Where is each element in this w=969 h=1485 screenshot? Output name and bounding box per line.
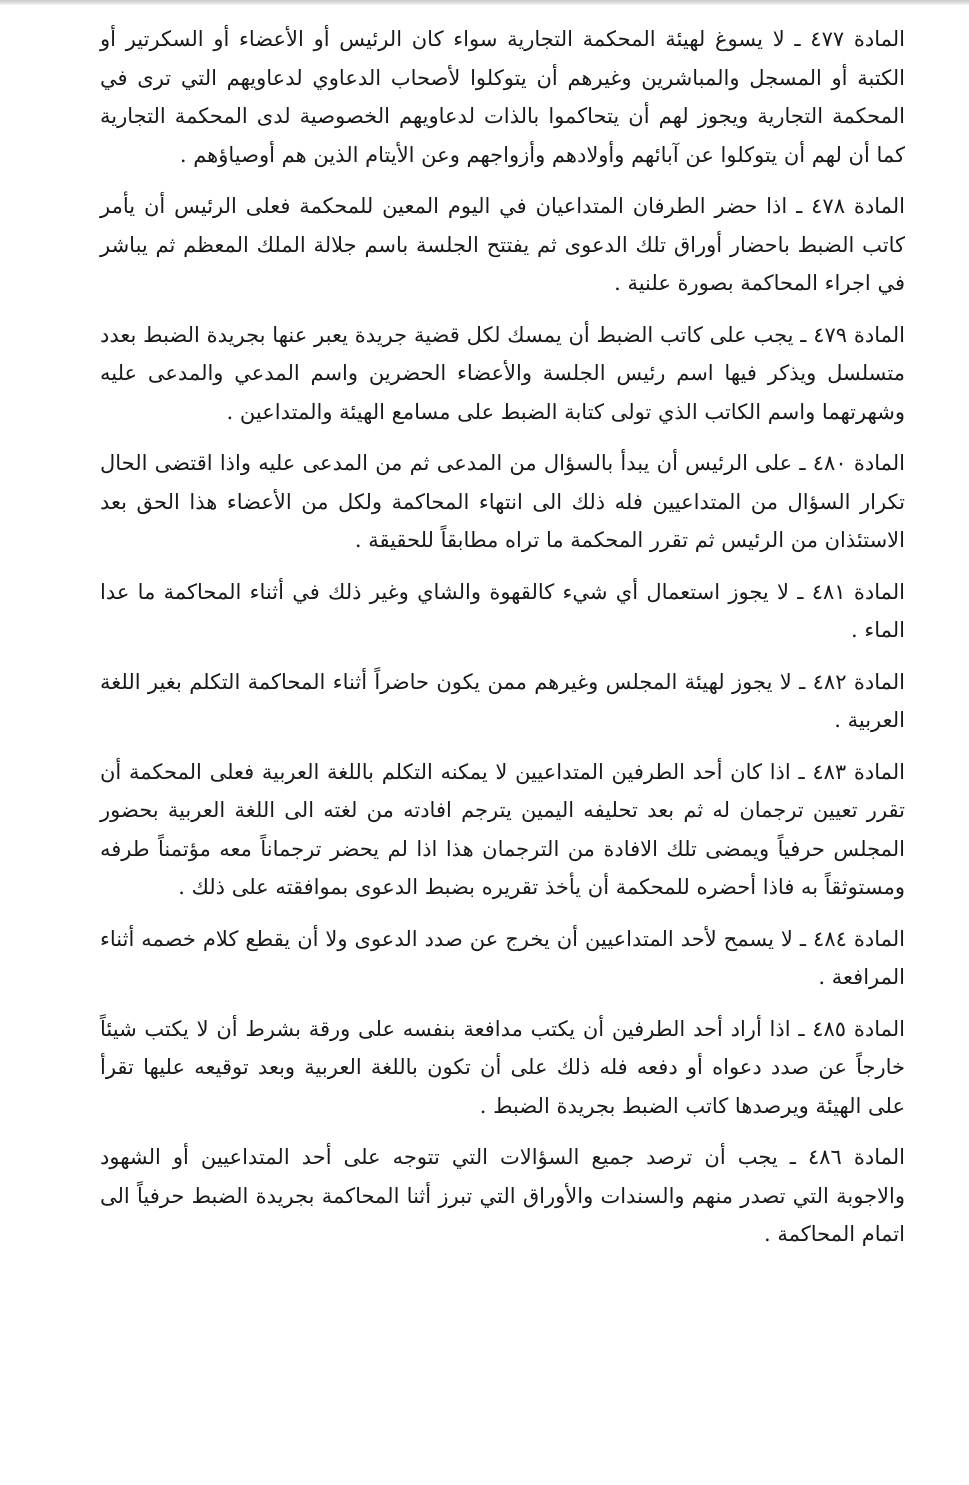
article-text: يجب على كاتب الضبط أن يمسك لكل قضية جريدة يعبر عنها بجريدة الضبط بعدد متسلسل ويذكر فيها اسم رئيس الجلسة والأعضاء الحضرين واسم المدعي والمدعى عليه وشهرتهما واسم الكاتب الذي تولى كتابة الضبط على مسامع الهيئة والمتداعين . (100, 322, 905, 424)
article-heading: المادة ٤٨٤ ـ (799, 926, 905, 951)
article-text: لا يسمح لأحد المتداعيين أن يخرج عن صدد الدعوى ولا أن يقطع كلام خصمه أثناء المرافعة . (100, 926, 905, 989)
article-text: اذا حضر الطرفان المتداعيان في اليوم المعين للمحكمة فعلى الرئيس أن يأمر كاتب الضبط باحضار أوراق تلك الدعوى ثم يفتتح الجلسة باسم جلالة الملك المعظم ثم يباشر في اجراء المحاكمة بصورة علنية . (100, 194, 905, 295)
article-486 (100, 1138, 905, 1254)
article-text: اذا كان أحد الطرفين المتداعيين لا يمكنه التكلم باللغة العربية فعلى المحكمة أن تقرر تعيين ترجمان له ثم بعد تحليفه اليمين يترجم افادته من لغته الى اللغة العربية بحضور المجلس حرفياً ويمضى تلك الافادة من الترجمان هذا اذا لم يحضر ترجماناً معه مؤتمناً طرفه ومستوثقاً به فاذا أحضره للمحكمة أن يأخذ تقريره بضبط الدعوى بموافقته على ذلك . (100, 759, 905, 899)
articles-body (100, 20, 905, 1254)
article-485 (100, 1010, 905, 1126)
article-484 (100, 920, 905, 997)
article-478 (100, 187, 905, 303)
article-text: يجب أن ترصد جميع السؤالات التي تتوجه على أحد المتداعيين أو الشهود والاجوبة التي تصدر منهم والسندات والأوراق التي تبرز أثنا المحاكمة بجريدة الضبط حرفياً الى اتمام المحاكمة . (100, 1145, 905, 1246)
article-heading: المادة ٤٨٠ ـ (799, 451, 905, 475)
article-481 (100, 573, 905, 650)
article-heading: المادة ٤٨٦ ـ (789, 1145, 906, 1169)
top-edge-rule (0, 0, 969, 5)
article-479 (100, 316, 905, 432)
article-text: لا يسوغ لهيئة المحكمة التجارية سواء كان الرئيس أو الأعضاء أو السكرتير أو الكتبة أو المسجل والمباشرين وغيرهم أن يتوكلوا لأصحاب الدعاوي لدعاويهم التي ترى في المحكمة التجارية ويجوز لهم أن يتحاكموا بالذات لدعاويهم الخصوصية لدى المحكمة التجارية كما أن لهم أن يتوكلوا عن آبائهم وأولادهم وأزواجهم وعن الأيتام الذين هم أوصياؤهم . (100, 27, 905, 167)
article-heading: المادة ٤٨١ ـ (797, 579, 906, 604)
article-482 (100, 663, 905, 740)
article-heading: المادة ٤٨٢ ـ (799, 669, 905, 694)
article-text: اذا أراد أحد الطرفين أن يكتب مدافعة بنفسه على ورقة بشرط أن لا يكتب شيئاً خارجاً عن صدد دعواه أو دفعه فله ذلك على أن تكون باللغة العربية وبعد توقيعه عليها تقرأ على الهيئة ويرصدها كاتب الضبط بجريدة الضبط . (100, 1016, 905, 1118)
article-heading: المادة ٤٨٥ ـ (798, 1016, 905, 1041)
article-heading: المادة ٤٧٩ ـ (800, 322, 905, 347)
article-heading: المادة ٤٨٣ ـ (798, 759, 905, 784)
article-480 (100, 444, 905, 560)
article-heading: المادة ٤٧٨ ـ (796, 194, 905, 218)
article-477 (100, 20, 905, 174)
article-483 (100, 753, 905, 907)
article-text: على الرئيس أن يبدأ بالسؤال من المدعى ثم من المدعى عليه واذا اقتضى الحال تكرار السؤال من المتداعيين فله ذلك الى انتهاء المحاكمة ولكل من الأعضاء هذا الحق بعد الاستئذان من الرئيس ثم تقرر المحكمة ما تراه مطابقاً للحقيقة . (100, 451, 905, 552)
article-heading: المادة ٤٧٧ ـ (794, 27, 905, 51)
article-text: لا يجوز استعمال أي شيء كالقهوة والشاي وغير ذلك في أثناء المحاكمة ما عدا الماء . (100, 579, 905, 642)
article-text: لا يجوز لهيئة المجلس وغيرهم ممن يكون حاضراً أثناء المحاكمة التكلم بغير اللغة العربية . (100, 669, 905, 732)
